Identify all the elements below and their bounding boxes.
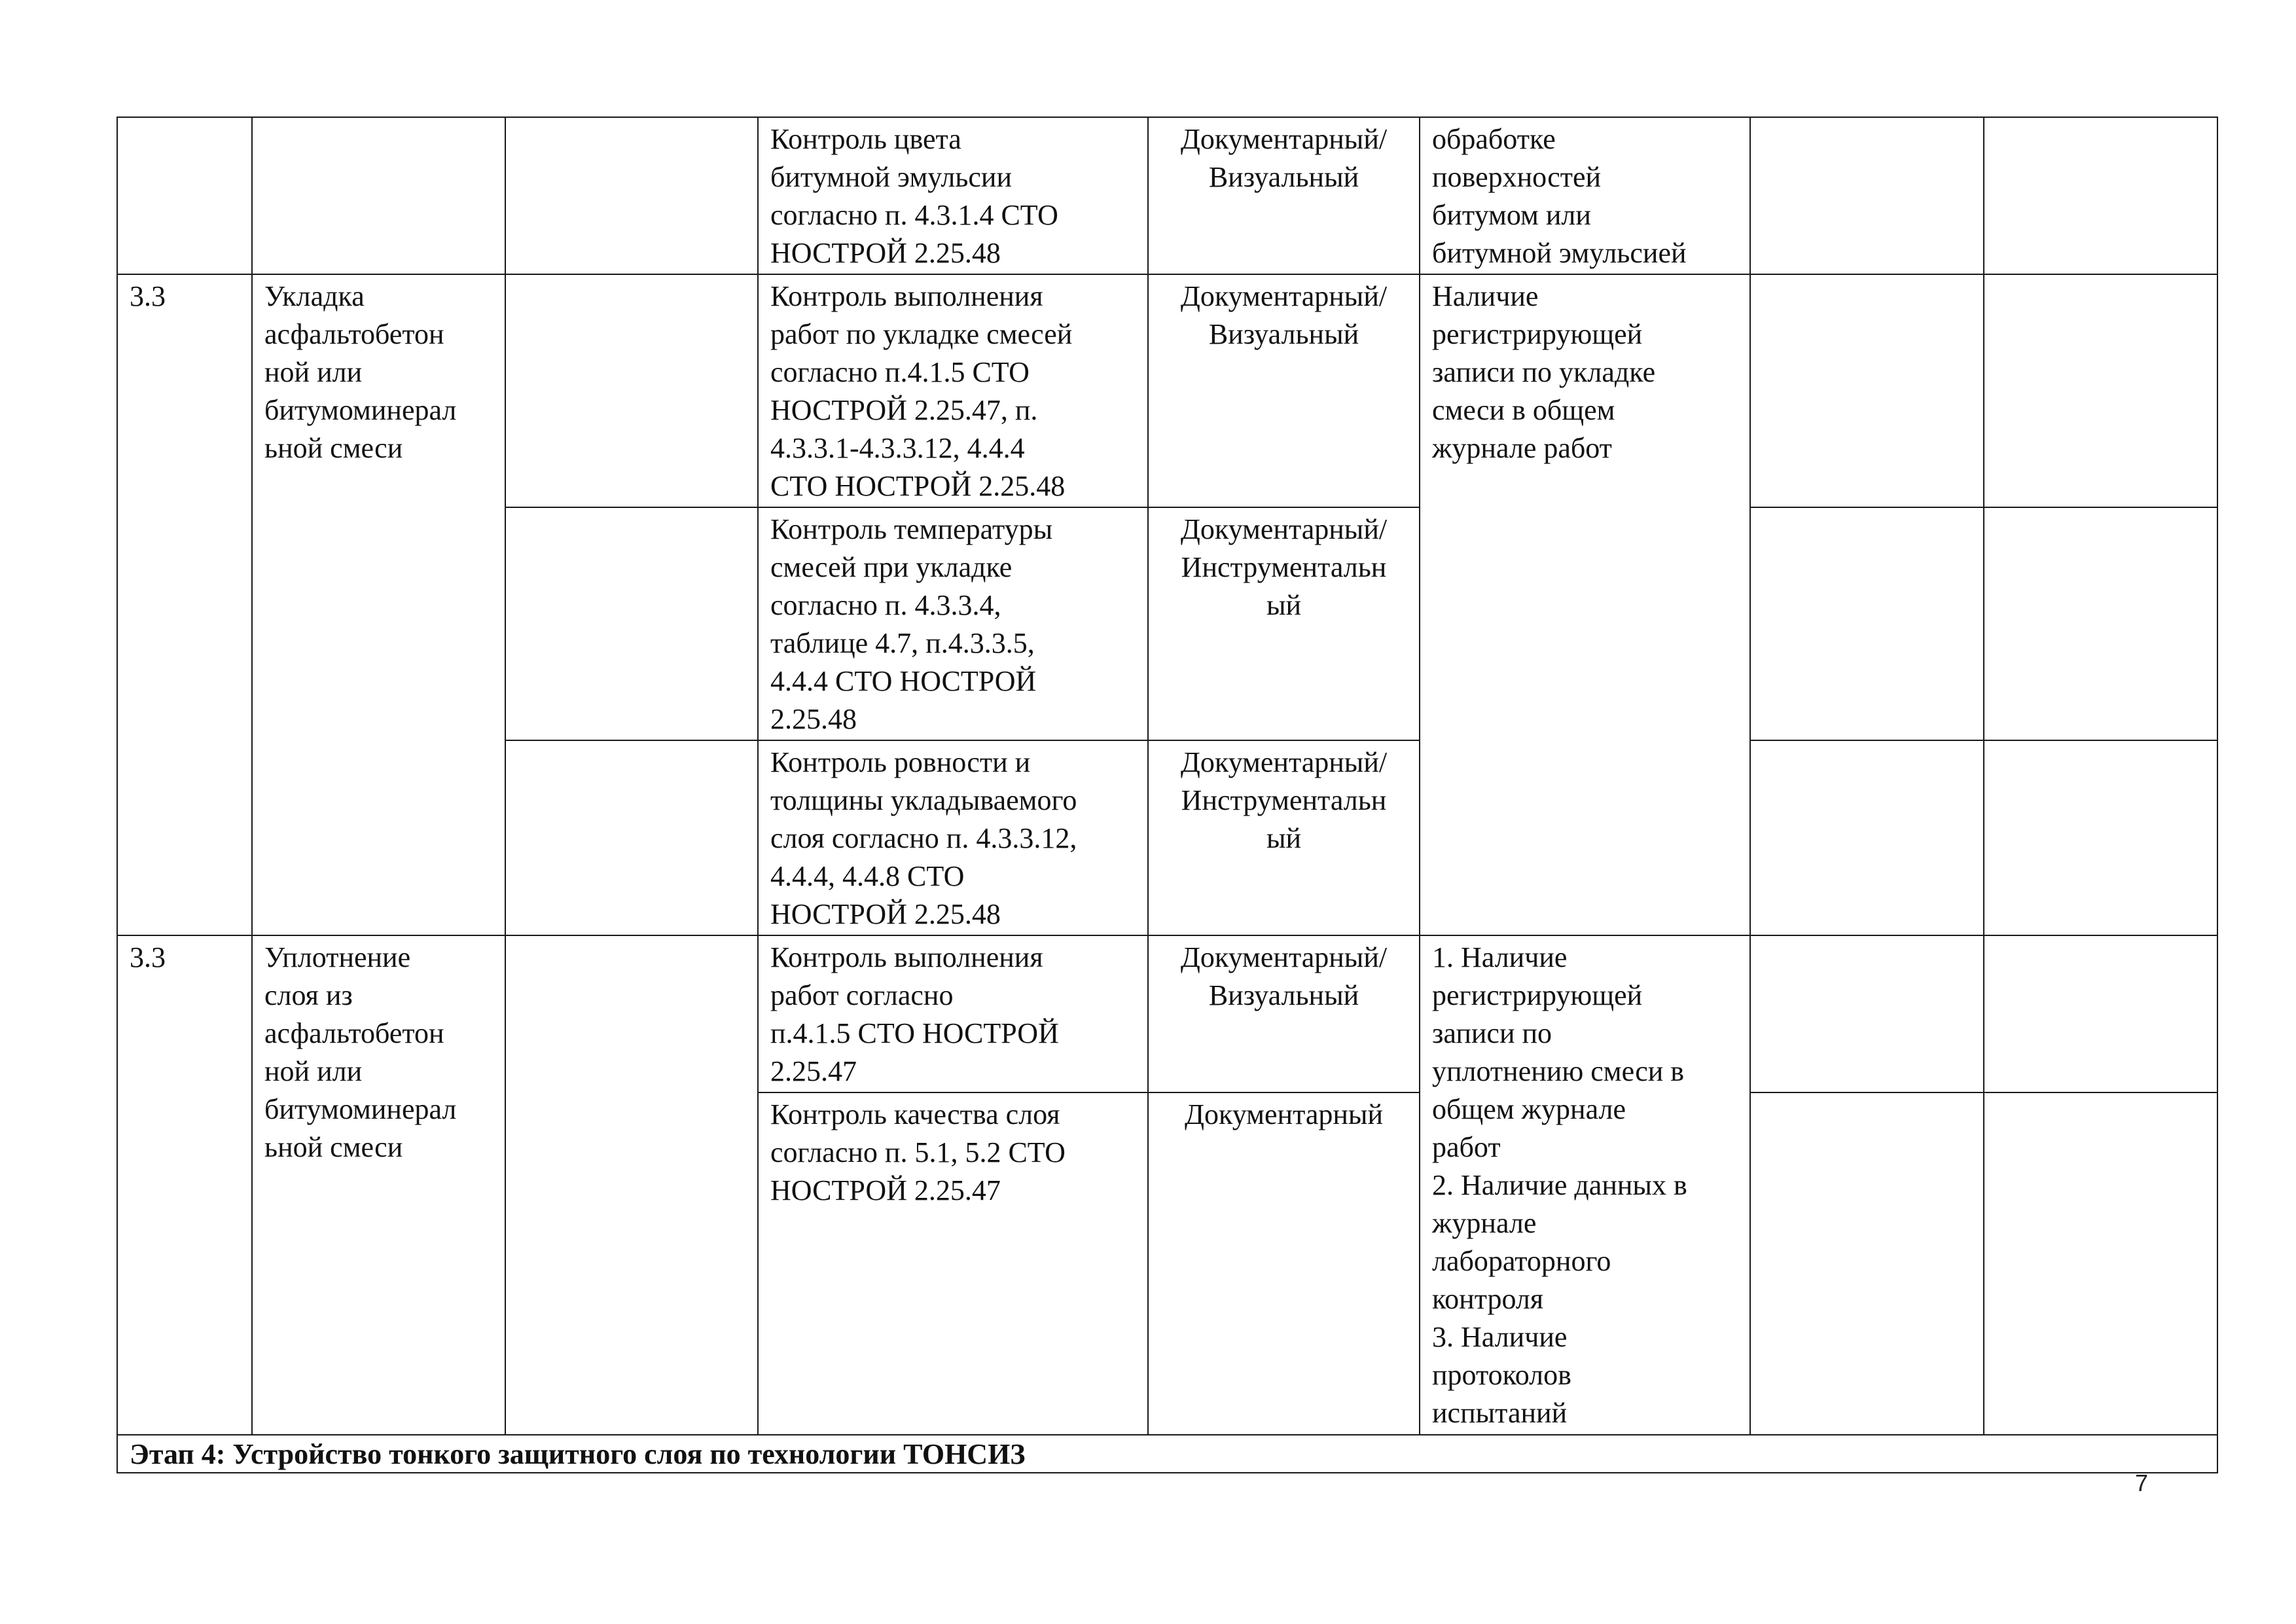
empty-cell (1750, 740, 1984, 935)
empty-cell (1750, 117, 1984, 274)
control-cell: Контроль выполнения работ согласно п.4.1.5 СТО НОСТРОЙ 2.25.47 (758, 935, 1148, 1092)
work-name-cell: Уплотнение слоя из асфальтобетон ной или битумоминерал ьной смеси (252, 935, 505, 1435)
empty-cell (1750, 507, 1984, 740)
method-cell: Документарный/ Инструментальн ый (1148, 507, 1420, 740)
empty-cell (1750, 935, 1984, 1092)
empty-cell (505, 935, 758, 1435)
method-cell: Документарный/ Инструментальн ый (1148, 740, 1420, 935)
result-cell: Наличие регистрирующей записи по укладке смеси в общем журнале работ (1420, 274, 1750, 935)
result-cell: 1. Наличие регистрирующей записи по уплотнению смеси в общем журнале работ 2. Наличие данных в журнале лабораторного контроля 3. Наличие протоколов испытаний (1420, 935, 1750, 1435)
work-name-cell (252, 117, 505, 274)
control-cell: Контроль ровности и толщины укладываемого слоя согласно п. 4.3.3.12, 4.4.4, 4.4.8 СТО НОСТРОЙ 2.25.48 (758, 740, 1148, 935)
empty-cell (1750, 1092, 1984, 1435)
table-row (117, 274, 2217, 507)
method-cell: Документарный/ Визуальный (1148, 935, 1420, 1092)
empty-cell (1984, 1092, 2217, 1435)
empty-cell (1984, 274, 2217, 507)
empty-cell (1984, 740, 2217, 935)
empty-cell (505, 507, 758, 740)
row-number-cell: 3.3 (117, 935, 252, 1435)
empty-cell (505, 274, 758, 507)
empty-cell (1750, 274, 1984, 507)
row-number-cell (117, 117, 252, 274)
empty-cell (505, 117, 758, 274)
table-row (117, 935, 2217, 1092)
result-cell: обработке поверхностей битумом или битумной эмульсией (1420, 117, 1750, 274)
table-row (117, 117, 2217, 274)
work-name-cell: Укладка асфальтобетон ной или битумоминерал ьной смеси (252, 274, 505, 935)
method-cell: Документарный/ Визуальный (1148, 117, 1420, 274)
control-cell: Контроль цвета битумной эмульсии согласно п. 4.3.1.4 СТО НОСТРОЙ 2.25.48 (758, 117, 1148, 274)
empty-cell (1984, 935, 2217, 1092)
stage-row (117, 1435, 2217, 1473)
method-cell: Документарный/ Визуальный (1148, 274, 1420, 507)
stage-title: Этап 4: Устройство тонкого защитного слоя по технологии ТОНСИЗ (117, 1435, 2217, 1473)
control-cell: Контроль качества слоя согласно п. 5.1, 5.2 СТО НОСТРОЙ 2.25.47 (758, 1092, 1148, 1435)
control-table (117, 117, 2218, 1473)
empty-cell (1984, 507, 2217, 740)
page-number: 7 (2135, 1470, 2149, 1496)
empty-cell (1984, 117, 2217, 274)
method-cell: Документарный (1148, 1092, 1420, 1435)
row-number-cell: 3.3 (117, 274, 252, 935)
control-cell: Контроль выполнения работ по укладке смесей согласно п.4.1.5 СТО НОСТРОЙ 2.25.47, п. 4.3.3.1-4.3.3.12, 4.4.4 СТО НОСТРОЙ 2.25.48 (758, 274, 1148, 507)
empty-cell (505, 740, 758, 935)
control-cell: Контроль температуры смесей при укладке согласно п. 4.3.3.4, таблице 4.7, п.4.3.3.5, 4.4.4 СТО НОСТРОЙ 2.25.48 (758, 507, 1148, 740)
